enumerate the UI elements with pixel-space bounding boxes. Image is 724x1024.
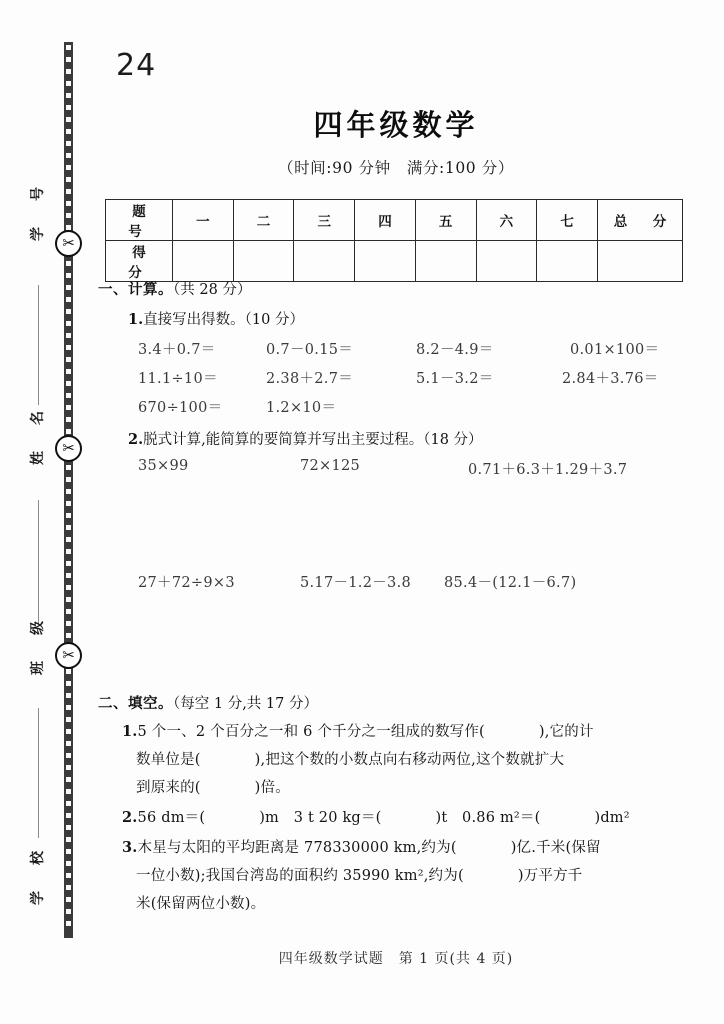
question-points: （18 分） [423,432,483,448]
perforation-mark [66,465,71,470]
expression: 0.7－0.15＝ [266,342,354,358]
perforation-mark [66,261,71,266]
score-table-col-4: 四 [355,200,416,241]
expression: 5.1－3.2＝ [416,371,494,387]
scissors-glyph: ✂ [62,439,75,457]
expression: 35×99 [138,458,189,474]
margin-writing-rule [38,285,39,405]
perforation-mark [66,489,71,494]
score-table-col-2: 二 [233,200,294,241]
score-cell-2[interactable] [233,241,294,282]
expression: 8.2－4.9＝ [416,342,494,358]
expression: 2.84＋3.76＝ [562,371,659,387]
item-text: )t 0.86 m²＝( [435,810,541,826]
perforation-mark [66,573,71,578]
perforation-mark [66,729,71,734]
perforation-mark [66,201,71,206]
item-text: )m 3 t 20 kg＝( [259,810,382,826]
perforation-mark [66,669,71,674]
perforation-mark [66,285,71,290]
margin-label-class: 班 级 [30,615,46,675]
margin-label-student-id: 学 号 [30,181,46,241]
perforation-mark [66,417,71,422]
margin-label-school: 学 校 [30,845,46,905]
question-points: （10 分） [244,312,304,328]
expression: 85.4－(12.1－6.7) [444,575,577,591]
perforation-mark [66,525,71,530]
item-text: ),把这个数的小数点向右移动两位,这个数就扩大 [254,752,565,768]
section-1-heading [98,278,251,299]
scissors-icon [55,230,82,257]
perforation-mark [66,309,71,314]
perforation-mark [66,117,71,122]
score-table-col-7: 七 [537,200,598,241]
table-row [106,241,683,282]
perforation-mark [66,129,71,134]
margin-writing-rule [38,708,39,838]
perforation-mark [66,921,71,926]
perforation-mark [66,837,71,842]
item-text: )万平方千 [517,868,583,884]
perforation-mark [66,429,71,434]
expression: 670÷100＝ [138,400,223,416]
perforation-mark [66,69,71,74]
item-text: 数单位是( [136,752,201,768]
perforation-mark [66,849,71,854]
item-text: 56 dm＝( [137,810,206,826]
perforation-mark [66,609,71,614]
perforation-mark [66,741,71,746]
expression: 2.38＋2.7＝ [266,371,354,387]
perforation-mark [66,777,71,782]
item-text: 到原来的( [136,780,201,796]
score-cell-4[interactable] [355,241,416,282]
perforation-mark [66,57,71,62]
scissors-glyph: ✂ [62,646,75,664]
fill-item-1-line-1 [122,720,594,741]
perforation-mark [66,153,71,158]
question-1-1-heading [128,308,304,329]
score-table-header-question: 题 号 [106,200,173,241]
perforation-mark [66,333,71,338]
item-text: 5 个一、2 个百分之一和 6 个千分之一组成的数写作( [137,724,485,740]
perforation-mark [66,597,71,602]
section-1-points: （共 28 分） [173,282,252,298]
perforation-mark [66,753,71,758]
score-cell-total[interactable] [598,241,683,282]
perforation-mark [66,93,71,98]
perforation-mark [66,177,71,182]
page-title: 四年级数学 [313,108,479,142]
perforation-mark [66,405,71,410]
item-text: )dm² [594,810,630,826]
score-table-col-1: 一 [173,200,234,241]
expression: 0.01×100＝ [570,342,660,358]
score-cell-5[interactable] [415,241,476,282]
perforation-mark [66,549,71,554]
item-text: ),它的计 [538,724,594,740]
fill-item-3-line-2 [136,864,582,885]
perforation-mark [66,477,71,482]
item-text: 米(保留两位小数)。 [136,896,266,912]
perforation-mark [66,909,71,914]
item-text: )亿.千米(保留 [510,840,601,856]
perforation-mark [66,45,71,50]
question-text: 脱式计算,能简算的要简算并写出主要过程。 [143,432,424,448]
page-footer: 四年级数学试题 第 1 页(共 4 页) [278,951,514,967]
perforation-mark [66,825,71,830]
expression: 11.1÷10＝ [138,371,218,387]
page-subtitle: （时间:90 分钟 满分:100 分） [277,159,514,177]
scissors-icon [55,435,82,462]
perforation-mark [66,369,71,374]
perforation-mark [66,189,71,194]
perforation-mark [66,765,71,770]
score-table-col-6: 六 [476,200,537,241]
score-cell-6[interactable] [476,241,537,282]
expression: 5.17－1.2－3.8 [300,575,412,591]
perforation-mark [66,393,71,398]
score-table-col-total: 总 分 [598,200,683,241]
score-table-col-3: 三 [294,200,355,241]
perforation-mark [66,561,71,566]
section-1-title: 一、计算。 [98,281,173,298]
question-number: 2. [128,431,144,448]
perforation-mark [66,105,71,110]
perforated-cut-line [64,42,73,938]
perforation-mark [66,357,71,362]
perforation-mark [66,621,71,626]
scissors-glyph: ✂ [62,234,75,252]
page-corner-number: 24 [116,48,157,83]
section-2-points: （每空 1 分,共 17 分） [173,696,318,712]
perforation-mark [66,273,71,278]
margin-writing-rule [38,500,39,625]
perforation-mark [66,213,71,218]
score-table-col-5: 五 [415,200,476,241]
section-2-heading [98,692,318,713]
score-table-header-score: 得 分 [106,241,173,282]
perforation-mark [66,801,71,806]
score-cell-7[interactable] [537,241,598,282]
perforation-mark [66,165,71,170]
margin-label-name: 姓 名 [30,405,46,465]
question-number: 1. [128,311,144,328]
perforation-mark [66,501,71,506]
expression: 72×125 [300,458,361,474]
table-row [106,200,683,241]
section-2-title: 二、填空。 [98,695,173,712]
score-cell-3[interactable] [294,241,355,282]
perforation-mark [66,633,71,638]
item-text: 木星与太阳的平均距离是 778330000 km,约为( [137,840,457,856]
fill-item-3-line-1 [122,836,601,857]
perforation-mark [66,81,71,86]
item-number: 2. [122,809,138,826]
perforation-mark [66,813,71,818]
expression: 27＋72÷9×3 [138,575,235,591]
item-number: 1. [122,723,138,740]
score-cell-1[interactable] [173,241,234,282]
perforation-mark [66,297,71,302]
perforation-mark [66,885,71,890]
fill-item-1-line-3 [136,776,290,797]
perforation-mark [66,141,71,146]
perforation-mark [66,321,71,326]
expression: 0.71＋6.3＋1.29＋3.7 [468,462,628,478]
page-body [96,0,696,1024]
perforation-mark [66,345,71,350]
item-number: 3. [122,839,138,856]
perforation-mark [66,681,71,686]
perforation-mark [66,381,71,386]
score-table [105,199,683,282]
perforation-mark [66,537,71,542]
fill-item-3-line-3 [136,892,265,913]
fill-item-1-line-2 [136,748,564,769]
perforation-mark [66,897,71,902]
item-text: 一位小数);我国台湾岛的面积约 35990 km²,约为( [136,868,464,884]
perforation-mark [66,513,71,518]
expression: 3.4＋0.7＝ [138,342,216,358]
item-text: )倍。 [254,780,290,796]
question-1-2-heading [128,428,483,449]
perforation-mark [66,873,71,878]
perforation-mark [66,693,71,698]
perforation-mark [66,705,71,710]
perforation-mark [66,789,71,794]
scissors-icon [55,642,82,669]
fill-item-2-line-1 [122,806,630,827]
perforation-mark [66,717,71,722]
expression: 1.2×10＝ [266,400,337,416]
perforation-mark [66,861,71,866]
perforation-mark [66,585,71,590]
question-text: 直接写出得数。 [143,312,245,328]
